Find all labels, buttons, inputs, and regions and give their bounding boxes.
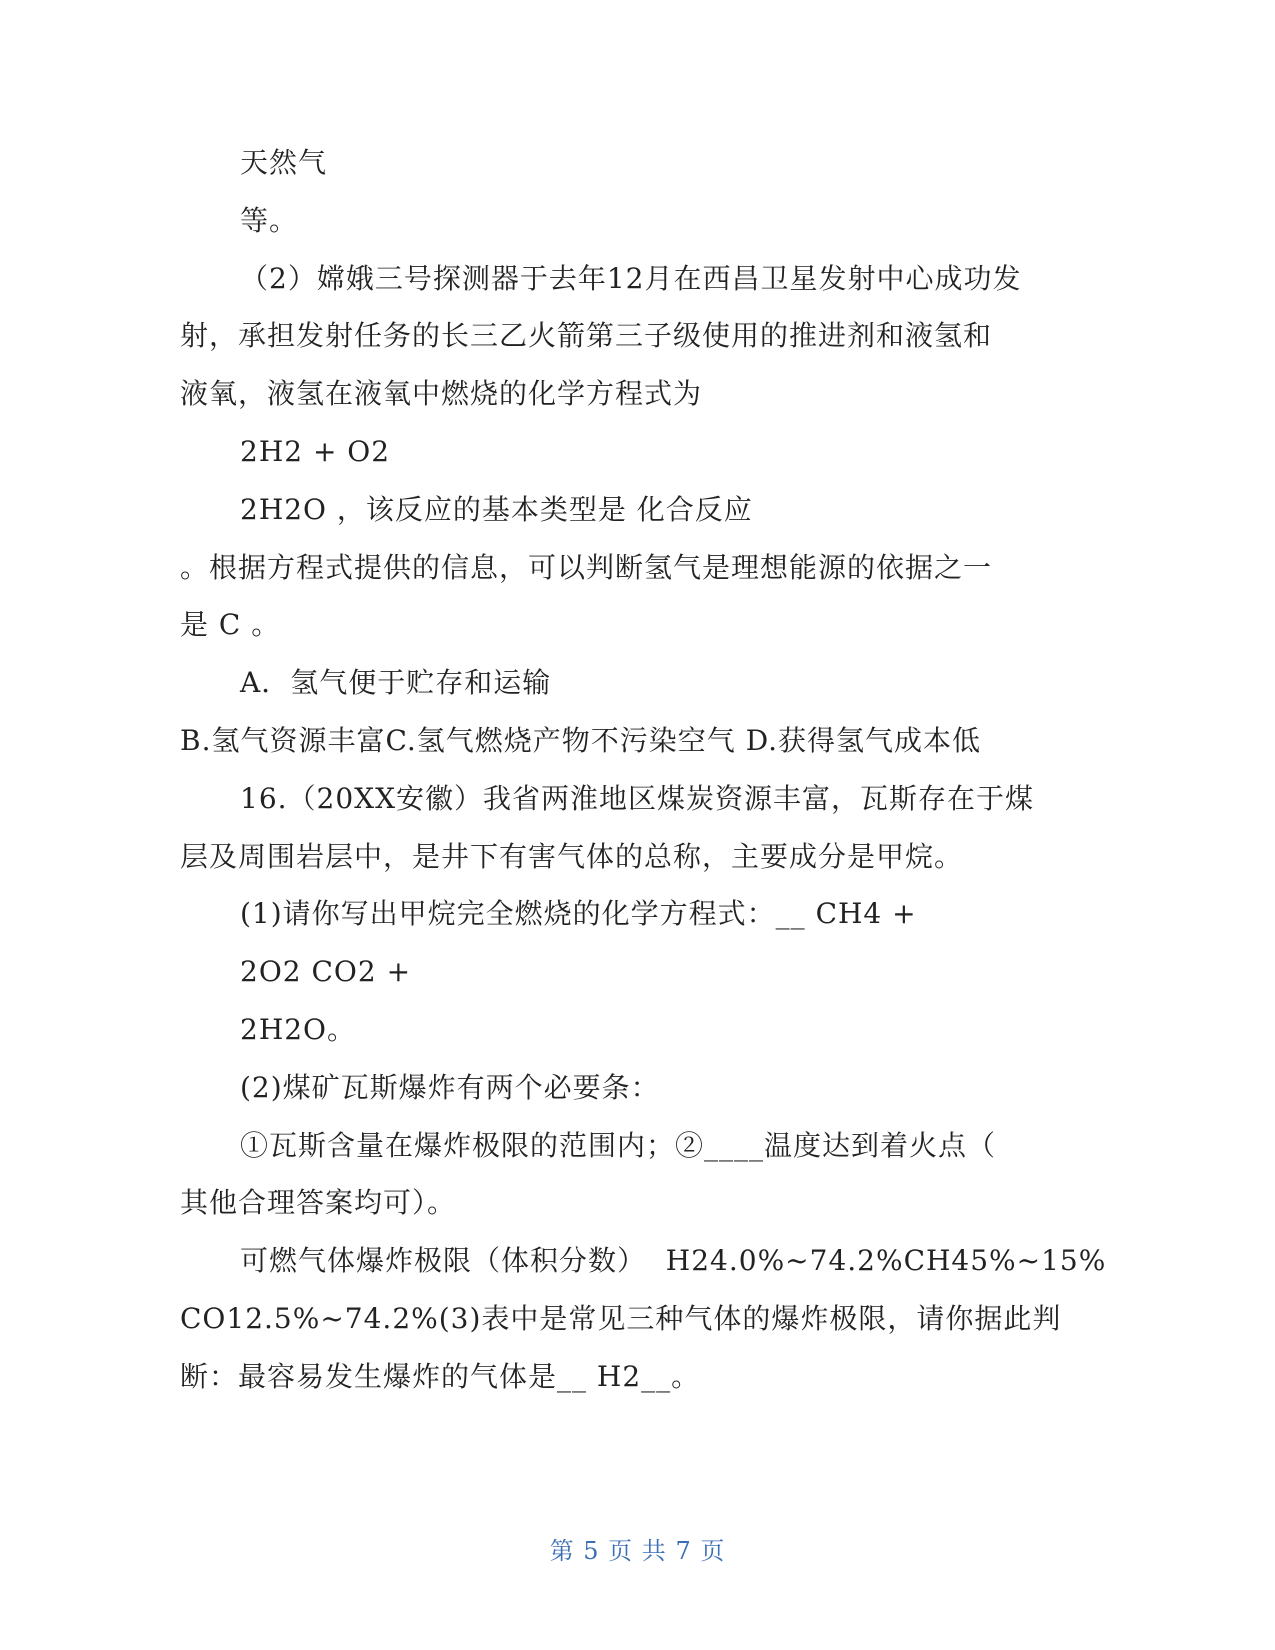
text-line: 是 C 。 [180,608,281,641]
text-line: 天然气 [240,146,328,179]
equation-line: 2O2 CO2 + [240,955,412,988]
text-line: 射，承担发射任务的长三乙火箭第三子级使用的推进剂和液氢和 [180,319,993,352]
text-line: 等。 [240,204,299,237]
text-line: (2)煤矿瓦斯爆炸有两个必要条： [240,1071,660,1104]
text-line: 层及周围岩层中，是井下有害气体的总称，主要成分是甲烷。 [180,840,964,873]
text-line: （2）嫦娥三号探测器于去年12月在西昌卫星发射中心成功发 [240,262,1022,295]
question-line: 16.（20XX安徽）我省两淮地区煤炭资源丰富，瓦斯存在于煤 [240,782,1035,815]
option-line: A．氢气便于贮存和运输 [240,666,552,699]
option-line: B.氢气资源丰富C.氢气燃烧产物不污染空气 D.获得氢气成本低 [180,724,982,757]
text-line: ①瓦斯含量在爆炸极限的范围内；②____温度达到着火点（ [240,1129,997,1162]
text-line: (1)请你写出甲烷完全燃烧的化学方程式：__ CH4 + [240,897,917,930]
equation-line: 2H2O。 [240,1013,357,1046]
text-line: 其他合理答案均可）。 [180,1186,457,1219]
text-line: CO12.5%~74.2%(3)表中是常见三种气体的爆炸极限，请你据此判 [180,1302,1062,1335]
text-line: 可燃气体爆炸极限（体积分数） H24.0%~74.2%CH45%~15% [240,1244,1107,1277]
text-line: 断：最容易发生爆炸的气体是__ H2__。 [180,1360,701,1393]
text-line: 2H2O ，该反应的基本类型是 化合反应 [240,493,753,526]
text-line: 。根据方程式提供的信息，可以判断氢气是理想能源的依据之一 [180,551,993,584]
equation-line: 2H2 + O2 [240,435,391,468]
page-number: 第 5 页 共 7 页 [549,1537,726,1565]
text-line: 液氧，液氢在液氧中燃烧的化学方程式为 [180,377,703,410]
